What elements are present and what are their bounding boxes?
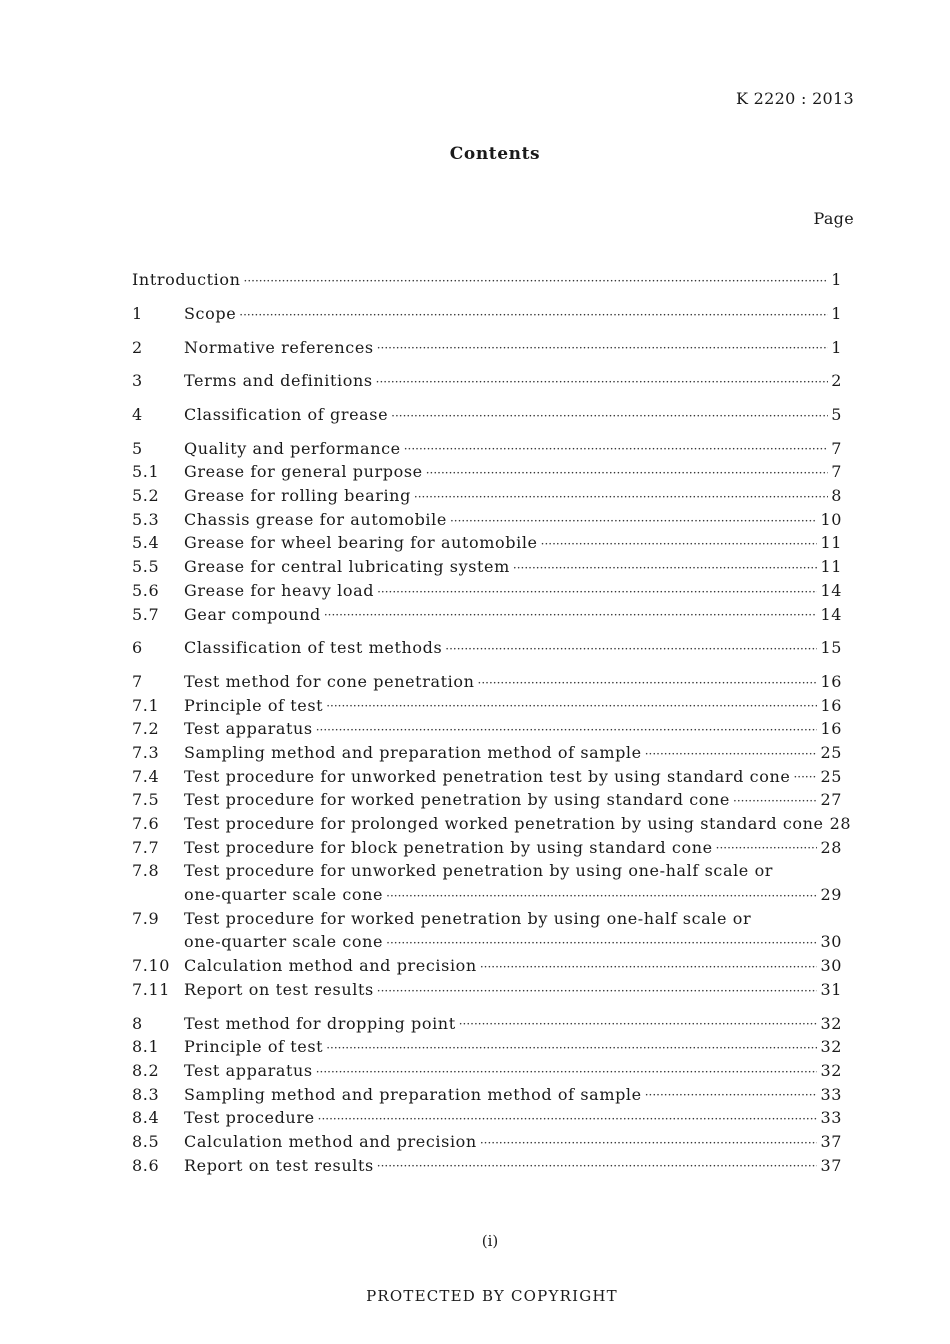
toc-section-number: 5.3 — [132, 509, 160, 529]
toc-leader-dots — [716, 839, 818, 859]
toc-section-number: 7 — [132, 671, 143, 691]
toc-title: one-quarter scale cone — [184, 932, 384, 952]
toc-title: Test apparatus — [184, 719, 313, 739]
table-of-contents — [132, 268, 852, 1177]
toc-page-number: 7 — [831, 462, 842, 482]
toc-title: Test method for dropping point — [184, 1013, 456, 1033]
toc-entry[interactable] — [132, 302, 842, 326]
toc-leader-dots — [541, 535, 818, 555]
toc-entry[interactable] — [132, 508, 842, 532]
toc-leader-dots — [480, 1134, 818, 1154]
toc-title: Test procedure for worked penetration by using one-half scale or — [184, 908, 752, 928]
toc-section-number: 8.3 — [132, 1084, 160, 1104]
page-number: (i) — [481, 1232, 499, 1250]
toc-title: Calculation method and precision — [184, 956, 477, 976]
toc-title: Principle of test — [184, 695, 324, 715]
toc-section-number: 8.5 — [132, 1131, 160, 1151]
toc-title: Test procedure — [184, 1108, 315, 1128]
toc-section-number: 3 — [132, 371, 143, 391]
toc-section-number: 5.1 — [132, 462, 160, 482]
standard-code: K 2220 : 2013 — [736, 89, 854, 108]
toc-entry[interactable] — [132, 836, 842, 860]
toc-entry[interactable] — [132, 1154, 842, 1178]
toc-entry[interactable] — [132, 369, 842, 393]
toc-leader-dots — [414, 488, 828, 508]
toc-section-number: 8.6 — [132, 1155, 160, 1175]
toc-page-number: 1 — [831, 270, 842, 290]
toc-entry[interactable] — [132, 636, 842, 660]
toc-title: Scope — [184, 303, 237, 323]
toc-title: Grease for heavy load — [184, 580, 375, 600]
toc-page-number: 1 — [831, 337, 842, 357]
toc-entry[interactable] — [132, 1106, 842, 1130]
toc-title: Test procedure for worked penetration by using standard cone — [184, 790, 730, 810]
toc-page-number: 7 — [831, 438, 842, 458]
toc-title: Test procedure for unworked penetration test by using standard cone — [184, 766, 791, 786]
toc-leader-dots — [404, 440, 828, 460]
toc-section-number: 7.7 — [132, 837, 160, 857]
toc-leader-dots — [318, 1110, 818, 1130]
toc-entry[interactable] — [132, 978, 842, 1002]
toc-section-number: 2 — [132, 337, 143, 357]
toc-entry[interactable] — [132, 484, 842, 508]
toc-section-number: 7.1 — [132, 695, 160, 715]
toc-section-number: 1 — [132, 303, 143, 323]
toc-leader-dots — [459, 1015, 818, 1035]
toc-page-number: 31 — [820, 979, 842, 999]
toc-section-number: 6 — [132, 638, 143, 658]
page-column-header: Page — [813, 209, 854, 228]
toc-title: Classification of grease — [184, 405, 389, 425]
toc-section-number: 7.8 — [132, 861, 160, 881]
toc-section-number: 7.10 — [132, 956, 171, 976]
toc-leader-dots — [645, 745, 818, 765]
toc-leader-dots — [239, 306, 828, 326]
toc-leader-dots — [386, 887, 817, 907]
toc-page-number: 29 — [820, 885, 842, 905]
toc-section-number: 8.2 — [132, 1060, 160, 1080]
toc-title: Calculation method and precision — [184, 1131, 477, 1151]
toc-entry[interactable] — [132, 907, 842, 931]
toc-section-number: 5.4 — [132, 533, 160, 553]
toc-page-number: 11 — [820, 557, 842, 577]
toc-entry[interactable] — [132, 336, 842, 360]
toc-leader-dots — [376, 373, 829, 393]
toc-title: Normative references — [184, 337, 374, 357]
toc-title: Sampling method and preparation method of sample — [184, 1084, 642, 1104]
toc-page-number: 28 — [820, 837, 842, 857]
toc-title: Gear compound — [184, 604, 321, 624]
toc-leader-dots — [377, 1157, 818, 1177]
toc-page-number: 16 — [820, 695, 842, 715]
toc-title: Introduction — [132, 270, 241, 290]
toc-page-number: 14 — [820, 604, 842, 624]
toc-entry[interactable] — [132, 437, 842, 461]
toc-page-number: 32 — [820, 1037, 842, 1057]
toc-entry[interactable] — [132, 859, 842, 883]
toc-entry[interactable] — [132, 603, 842, 627]
copyright-notice: PROTECTED BY COPYRIGHT — [366, 1287, 618, 1305]
toc-entry[interactable] — [132, 883, 842, 907]
toc-section-number: 5 — [132, 438, 143, 458]
toc-entry[interactable] — [132, 741, 842, 765]
toc-section-number: 7.6 — [132, 814, 160, 834]
toc-page-number: 8 — [831, 486, 842, 506]
toc-title: Report on test results — [184, 1155, 374, 1175]
toc-entry[interactable] — [132, 788, 842, 812]
toc-page-number: 1 — [831, 303, 842, 323]
toc-leader-dots — [377, 583, 817, 603]
toc-page-number: 32 — [820, 1013, 842, 1033]
toc-leader-dots — [645, 1086, 818, 1106]
toc-section-number: 5.2 — [132, 486, 160, 506]
toc-entry[interactable] — [132, 812, 852, 836]
toc-section-number: 7.9 — [132, 908, 160, 928]
toc-page-number: 25 — [820, 766, 842, 786]
toc-leader-dots — [326, 1039, 817, 1059]
toc-title: Test method for cone penetration — [184, 671, 475, 691]
toc-title: Classification of test methods — [184, 638, 443, 658]
toc-section-number: 5.7 — [132, 604, 160, 624]
toc-entry[interactable] — [132, 717, 842, 741]
toc-page-number: 2 — [831, 371, 842, 391]
toc-section-number: 8.4 — [132, 1108, 160, 1128]
toc-section-number: 7.11 — [132, 979, 171, 999]
toc-leader-dots — [793, 768, 817, 788]
toc-page-number: 27 — [820, 790, 842, 810]
toc-section-number: 4 — [132, 405, 143, 425]
toc-entry[interactable] — [132, 579, 842, 603]
toc-title: Test procedure for block penetration by using standard cone — [184, 837, 713, 857]
toc-title: one-quarter scale cone — [184, 885, 384, 905]
toc-leader-dots — [324, 606, 818, 626]
toc-leader-dots — [480, 958, 818, 978]
toc-page-number: 15 — [820, 638, 842, 658]
toc-leader-dots — [513, 559, 818, 579]
toc-page-number: 5 — [831, 405, 842, 425]
page-title: Contents — [449, 144, 541, 164]
toc-page-number: 37 — [820, 1131, 842, 1151]
toc-title: Sampling method and preparation method of sample — [184, 742, 642, 762]
toc-leader-dots — [377, 982, 818, 1002]
toc-title: Report on test results — [184, 979, 374, 999]
toc-entry[interactable] — [132, 1059, 842, 1083]
toc-leader-dots — [450, 512, 818, 532]
toc-title: Grease for general purpose — [184, 462, 423, 482]
toc-section-number: 7.2 — [132, 719, 160, 739]
toc-entry[interactable] — [132, 1012, 842, 1036]
toc-entry[interactable] — [132, 268, 842, 292]
toc-leader-dots — [426, 464, 829, 484]
toc-section-number: 7.3 — [132, 742, 160, 762]
toc-leader-dots — [733, 792, 817, 812]
toc-page-number: 37 — [820, 1155, 842, 1175]
toc-leader-dots — [316, 721, 818, 741]
toc-page-number: 33 — [820, 1108, 842, 1128]
toc-title: Test procedure for prolonged worked penetration by using standard cone — [184, 814, 824, 834]
toc-section-number: 7.5 — [132, 790, 160, 810]
toc-page-number: 16 — [820, 719, 842, 739]
toc-entry[interactable] — [132, 555, 842, 579]
toc-section-number: 5.6 — [132, 580, 160, 600]
toc-section-number: 7.4 — [132, 766, 160, 786]
toc-entry[interactable] — [132, 931, 842, 955]
toc-entry[interactable] — [132, 403, 842, 427]
toc-page-number: 11 — [820, 533, 842, 553]
toc-title: Terms and definitions — [184, 371, 373, 391]
toc-title: Grease for wheel bearing for automobile — [184, 533, 538, 553]
toc-page-number: 30 — [820, 956, 842, 976]
toc-entry[interactable] — [132, 532, 842, 556]
toc-page-number: 16 — [820, 671, 842, 691]
toc-leader-dots — [316, 1063, 818, 1083]
toc-entry[interactable] — [132, 670, 842, 694]
toc-section-number: 5.5 — [132, 557, 160, 577]
toc-title: Test procedure for unworked penetration by using one-half scale or — [184, 861, 774, 881]
toc-entry[interactable] — [132, 1130, 842, 1154]
toc-page-number: 30 — [820, 932, 842, 952]
toc-entry[interactable] — [132, 1083, 842, 1107]
toc-page-number: 14 — [820, 580, 842, 600]
toc-leader-dots — [386, 934, 817, 954]
toc-entry[interactable] — [132, 765, 842, 789]
toc-leader-dots — [391, 407, 828, 427]
toc-page-number: 33 — [820, 1084, 842, 1104]
toc-title: Chassis grease for automobile — [184, 509, 447, 529]
toc-title: Grease for central lubricating system — [184, 557, 510, 577]
toc-title: Grease for rolling bearing — [184, 486, 411, 506]
toc-page-number: 10 — [820, 509, 842, 529]
toc-title: Test apparatus — [184, 1060, 313, 1080]
toc-entry[interactable] — [132, 460, 842, 484]
toc-entry[interactable] — [132, 954, 842, 978]
toc-leader-dots — [478, 674, 818, 694]
toc-leader-dots — [445, 640, 817, 660]
toc-leader-dots — [377, 339, 829, 359]
toc-leader-dots — [326, 697, 817, 717]
toc-section-number: 8.1 — [132, 1037, 160, 1057]
toc-title: Quality and performance — [184, 438, 401, 458]
toc-title: Principle of test — [184, 1037, 324, 1057]
toc-leader-dots — [244, 272, 829, 292]
toc-section-number: 8 — [132, 1013, 143, 1033]
toc-page-number: 32 — [820, 1060, 842, 1080]
toc-page-number: 28 — [829, 814, 852, 834]
toc-entry[interactable] — [132, 694, 842, 718]
toc-entry[interactable] — [132, 1035, 842, 1059]
toc-page-number: 25 — [820, 742, 842, 762]
